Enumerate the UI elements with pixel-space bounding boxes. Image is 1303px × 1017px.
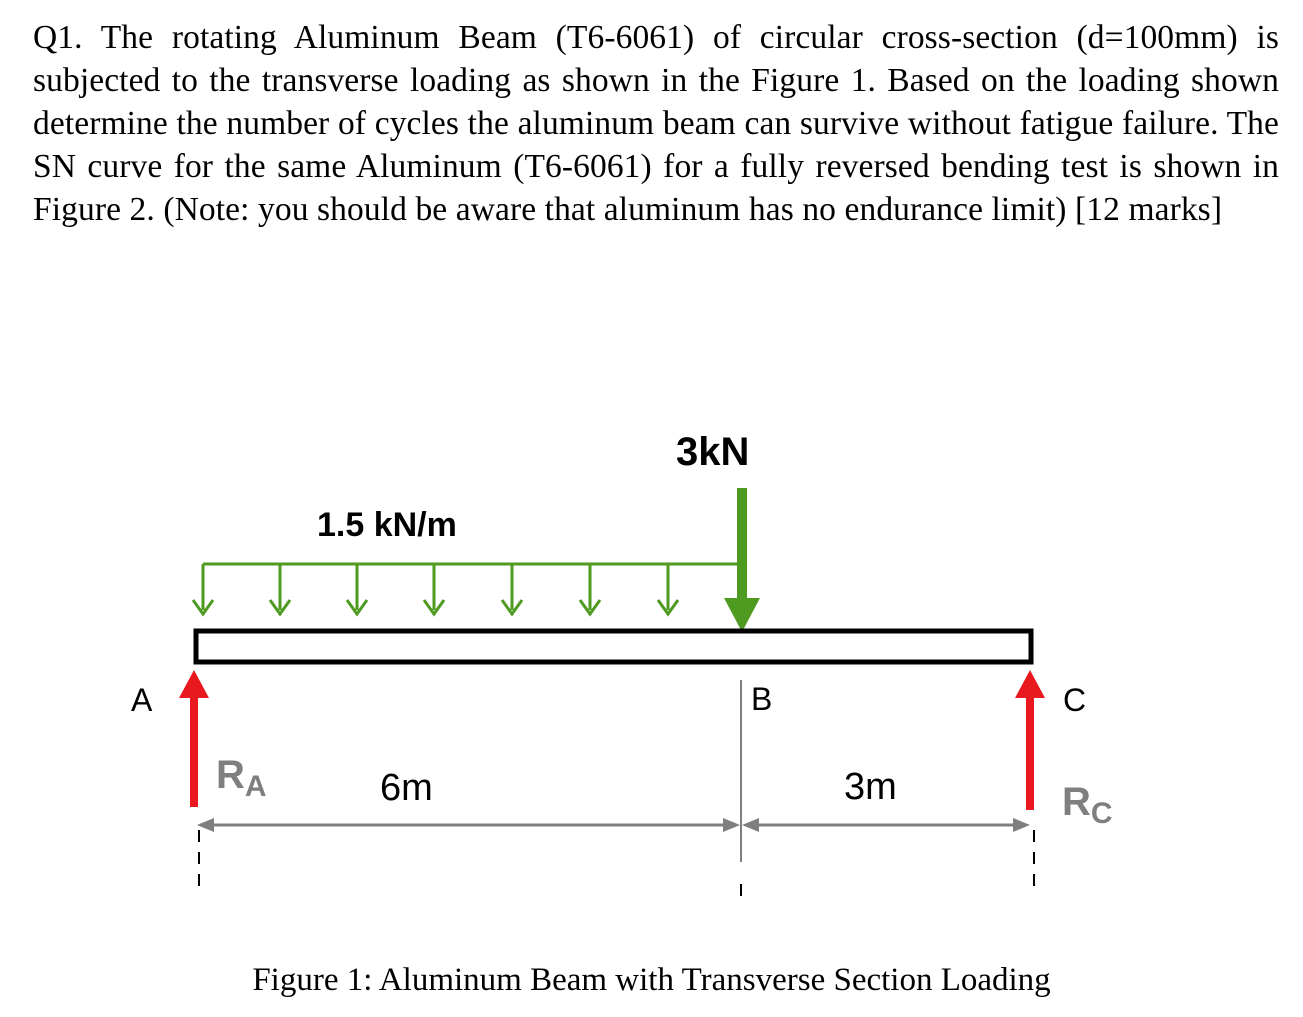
distributed-load-label: 1.5 kN/m <box>317 506 457 544</box>
beam <box>196 631 1031 662</box>
dimension-line-ab <box>197 818 740 832</box>
dimension-line-bc <box>742 818 1030 832</box>
udl-arrow <box>347 564 367 614</box>
reaction-c-label <box>1062 780 1113 830</box>
reaction-a-main: R <box>216 753 245 797</box>
point-load-arrow <box>724 488 760 632</box>
udl-arrow <box>658 564 678 614</box>
reaction-a-sub: A <box>244 770 267 803</box>
udl-arrow <box>580 564 600 614</box>
reaction-arrow-a <box>179 670 209 807</box>
support-c-label: C <box>1063 682 1087 718</box>
question-text: Q1. The rotating Aluminum Beam (T6-6061) of circular cross-section (d=100mm) is subjected to the transverse loading as shown in the Figure 1. Based on the loading shown determine the number of cycles the aluminum beam can survive without fatigue failure. The SN curve for the same Aluminum (T6-6061) for a fully reversed bending test is shown in Figure 2. (Note: you should be aware that aluminum has no endurance limit) [12 marks] <box>33 19 1279 228</box>
figure-caption: Figure 1: Aluminum Beam with Transverse Section Loading <box>252 962 1051 998</box>
udl-arrow <box>193 564 213 614</box>
udl-arrow <box>270 564 290 614</box>
point-load-label: 3kN <box>676 430 750 474</box>
reaction-arrow-c <box>1015 670 1045 810</box>
support-b-label: B <box>751 681 773 717</box>
extension-lines <box>199 830 1034 896</box>
support-a-label: A <box>131 682 153 718</box>
span-ab-label: 6m <box>380 767 433 809</box>
span-bc-label: 3m <box>844 766 897 808</box>
udl-arrow <box>502 564 522 614</box>
reaction-c-main: R <box>1062 780 1091 824</box>
reaction-c-sub: C <box>1090 797 1113 830</box>
reaction-a-label <box>216 753 267 803</box>
distributed-load <box>193 564 741 614</box>
udl-arrow <box>424 564 444 614</box>
